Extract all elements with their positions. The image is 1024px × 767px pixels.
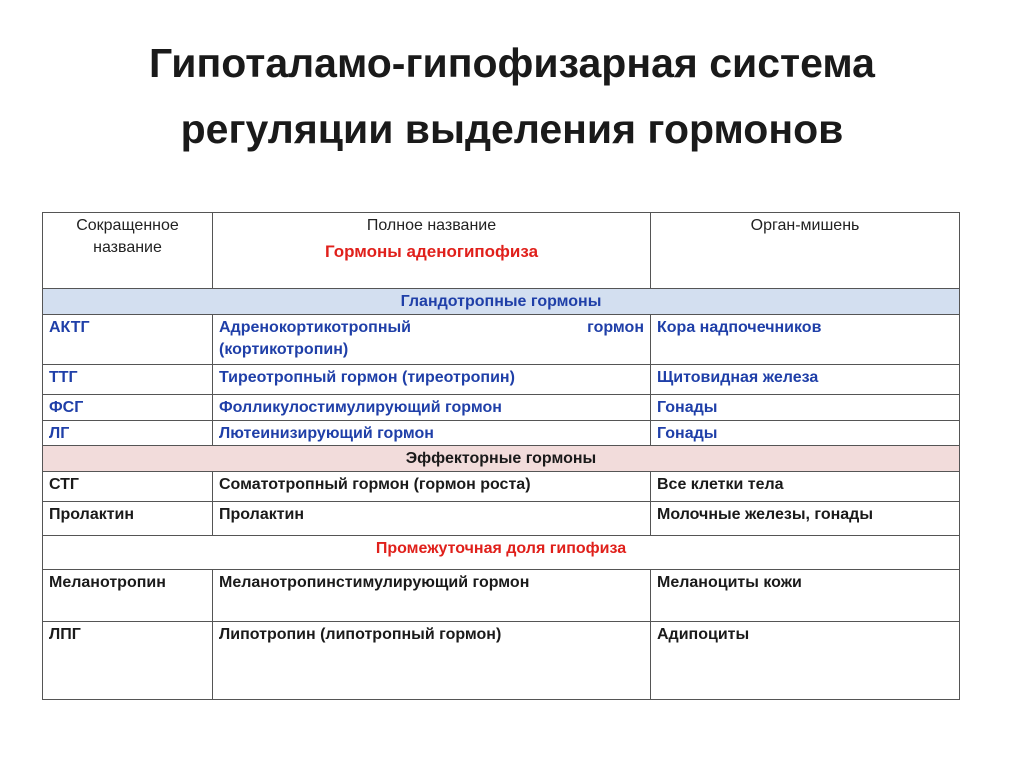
cell-short: СТГ	[43, 472, 213, 502]
table-row	[43, 315, 960, 365]
cell-short: ЛПГ	[43, 622, 213, 700]
table-row	[43, 395, 960, 421]
cell-full: Лютеинизирующий гормон	[213, 421, 651, 446]
header-adenohypophysis: Гормоны аденогипофиза	[324, 242, 539, 261]
cell-target: Адипоциты	[651, 622, 960, 700]
cell-full: Пролактин	[213, 502, 651, 536]
cell-target: Гонады	[651, 395, 960, 421]
cell-short: АКТГ	[43, 315, 213, 365]
cell-short: Пролактин	[43, 502, 213, 536]
cell-full: Фолликулостимулирующий гормон	[213, 395, 651, 421]
section-row-intermediate	[43, 536, 960, 570]
header-short-name: Сокращенное название	[43, 213, 213, 289]
title-line-2: регуляции выделения гормонов	[180, 106, 844, 152]
cell-full: Соматотропный гормон (гормон роста)	[213, 472, 651, 502]
hormone-table	[42, 212, 960, 700]
section-label: Эффекторные гормоны	[43, 446, 960, 472]
cell-short: ТТГ	[43, 365, 213, 395]
table-row	[43, 421, 960, 446]
cell-short: ФСГ	[43, 395, 213, 421]
cell-full: Адренокортикотропный гормон (кортикотропин)	[213, 315, 651, 365]
header-target-organ: Орган-мишень	[651, 213, 960, 289]
cell-full: Меланотропинстимулирующий гормон	[213, 570, 651, 622]
cell-target: Гонады	[651, 421, 960, 446]
table-row	[43, 365, 960, 395]
section-label: Гландотропные гормоны	[43, 289, 960, 315]
section-row-effector	[43, 446, 960, 472]
page-title	[0, 30, 1024, 162]
cell-full: Липотропин (липотропный гормон)	[213, 622, 651, 700]
cell-target: Меланоциты кожи	[651, 570, 960, 622]
section-row-glandotropic	[43, 289, 960, 315]
cell-target: Молочные железы, гонады	[651, 502, 960, 536]
cell-short: Меланотропин	[43, 570, 213, 622]
cell-short: ЛГ	[43, 421, 213, 446]
cell-target: Все клетки тела	[651, 472, 960, 502]
header-full-name: Полное название Гормоны аденогипофиза	[213, 213, 651, 289]
title-line-1: Гипоталамо-гипофизарная система	[149, 40, 875, 86]
cell-target: Щитовидная железа	[651, 365, 960, 395]
table-row	[43, 502, 960, 536]
table-row	[43, 570, 960, 622]
table-row	[43, 622, 960, 700]
table-header-row	[43, 213, 960, 289]
cell-target: Кора надпочечников	[651, 315, 960, 365]
cell-full: Тиреотропный гормон (тиреотропин)	[213, 365, 651, 395]
section-label: Промежуточная доля гипофиза	[43, 536, 960, 570]
table-row	[43, 472, 960, 502]
